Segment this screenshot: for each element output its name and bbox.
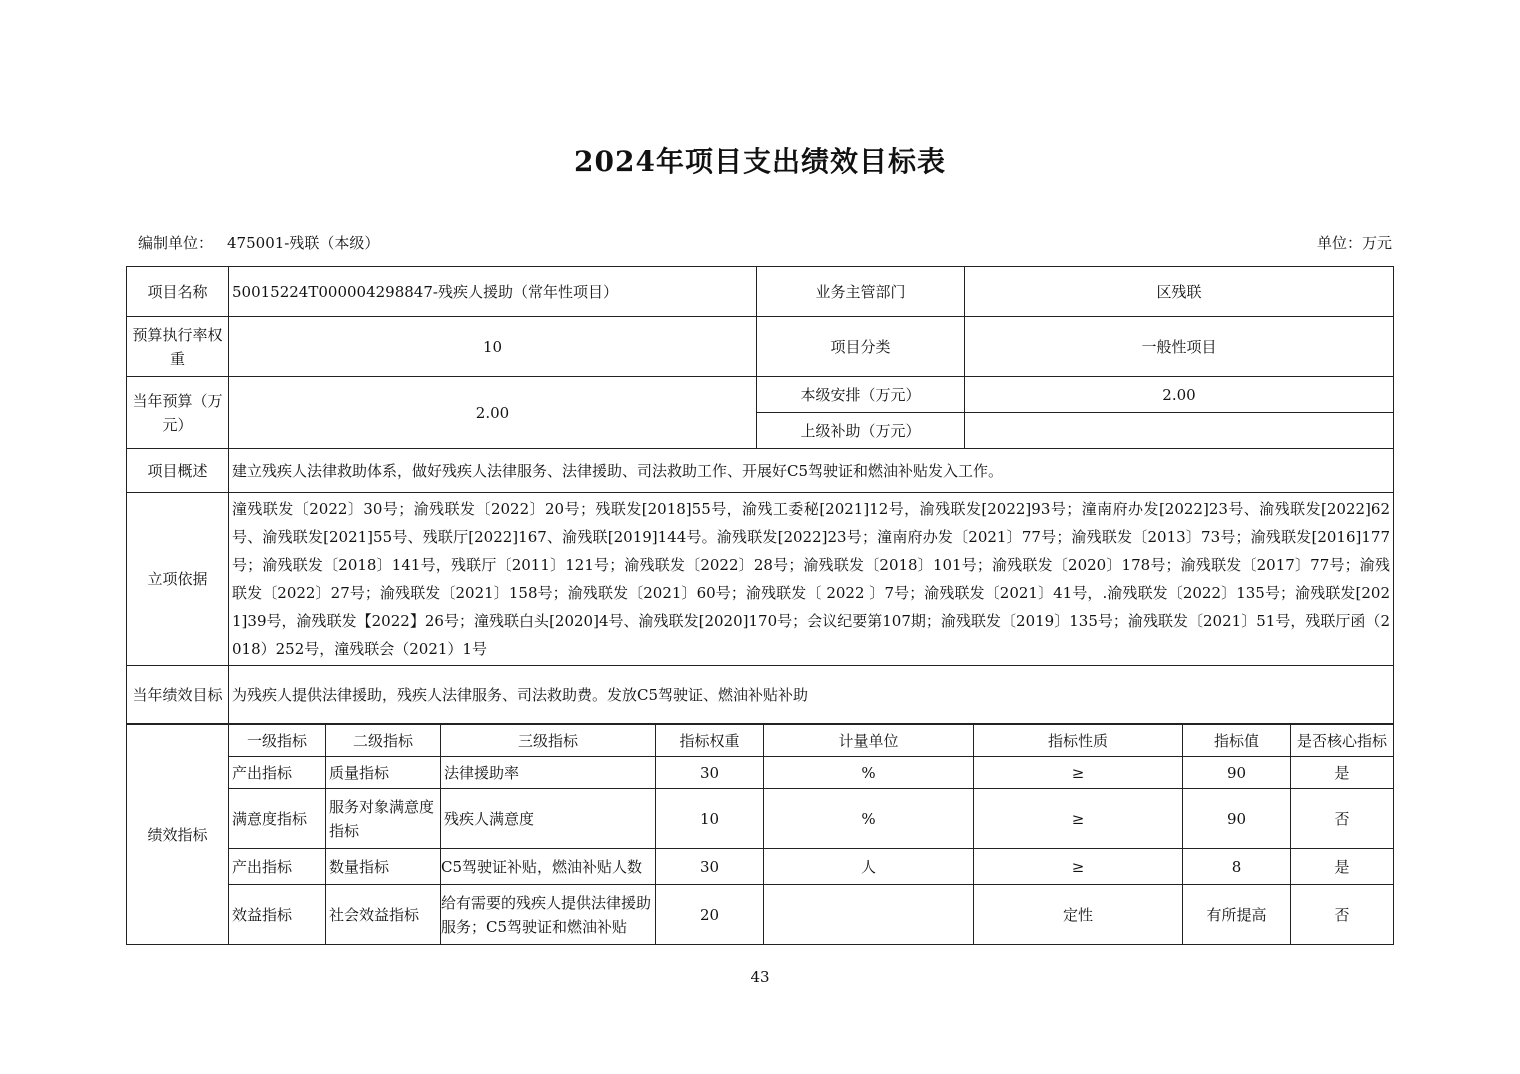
- row1-level3: 法律援助率: [441, 757, 656, 789]
- project-name-label: 项目名称: [127, 267, 229, 317]
- row3-nature: ≥: [974, 849, 1183, 885]
- row3-unit: 人: [764, 849, 974, 885]
- header-value: 指标值: [1183, 725, 1291, 757]
- execution-weight-label: 预算执行率权重: [127, 317, 229, 377]
- row4-level2: 社会效益指标: [326, 885, 441, 945]
- row3-value: 8: [1183, 849, 1291, 885]
- row2-level3: 残疾人满意度: [441, 789, 656, 849]
- annual-goal-value: 为残疾人提供法律援助，残疾人法律服务、司法救助费。发放C5驾驶证、燃油补贴补助: [229, 666, 1394, 724]
- project-category-label: 项目分类: [757, 317, 965, 377]
- project-name-value: 50015224T000004298847-残疾人援助（常年性项目）: [229, 267, 757, 317]
- table-row: [127, 789, 1394, 849]
- row4-unit: [764, 885, 974, 945]
- row1-weight: 30: [656, 757, 764, 789]
- page-title: 2024年项目支出绩效目标表: [574, 145, 946, 178]
- annual-goal-label: 当年绩效目标: [127, 666, 229, 724]
- compiling-unit-value: 475001-残联（本级）: [227, 234, 380, 252]
- header-level1: 一级指标: [229, 725, 326, 757]
- basis-value: 潼残联发〔2022〕30号；渝残联发〔2022〕20号；残联发[2018]55号，渝残工委秘[2021]12号，渝残联发[2022]93号；潼南府办发[2022]23号、渝残联发[2022]62号、渝残联发[2021]55号、残联厅[2022]167、渝残联[2019]144号。渝残联发[2022]23号；潼南府办发〔2021〕77号；渝残联发〔2013〕73号；渝残联发[2016]177号；渝残联发〔2018〕141号，残联厅〔2011〕121号；渝残联发〔2022〕28号；渝残联发〔2018〕101号；渝残联发〔2020〕178号；渝残联发〔2017〕77号；渝残联发〔2022〕27号；渝残联发〔2021〕158号；渝残联发〔2021〕60号；渝残联发〔 2022 〕7号；渝残联发〔2021〕41号，.渝残联发〔2022〕135号；渝残联发[2021]39号，渝残联发【2022】26号；潼残联白头[2020]4号、渝残联发[2020]170号；会议纪要第107期；渝残联发〔2019〕135号；渝残联发〔2021〕51号，残联厅函（2018）252号，潼残联会（2021）1号: [229, 493, 1394, 666]
- local-allocation-value: 2.00: [965, 377, 1394, 413]
- row2-value: 90: [1183, 789, 1291, 849]
- row4-level1: 效益指标: [229, 885, 326, 945]
- table-row: [127, 849, 1394, 885]
- header-nature: 指标性质: [974, 725, 1183, 757]
- compiling-unit-label: 编制单位：: [138, 234, 214, 252]
- row3-core: 是: [1291, 849, 1394, 885]
- row3-level1: 产出指标: [229, 849, 326, 885]
- row1-level1: 产出指标: [229, 757, 326, 789]
- row2-unit: %: [764, 789, 974, 849]
- overview-value: 建立残疾人法律救助体系，做好残疾人法律服务、法律援助、司法救助工作、开展好C5驾驶证和燃油补贴发入工作。: [229, 449, 1394, 493]
- basis-label: 立项依据: [127, 493, 229, 666]
- upper-subsidy-value: [965, 413, 1394, 449]
- page-number: 43: [750, 968, 770, 986]
- header-level3: 三级指标: [441, 725, 656, 757]
- row4-core: 否: [1291, 885, 1394, 945]
- header-core: 是否核心指标: [1291, 725, 1394, 757]
- department-label: 业务主管部门: [757, 267, 965, 317]
- currency-unit: 单位：万元: [1316, 234, 1392, 252]
- row3-weight: 30: [656, 849, 764, 885]
- local-allocation-label: 本级安排（万元）: [757, 377, 965, 413]
- row1-unit: %: [764, 757, 974, 789]
- row2-weight: 10: [656, 789, 764, 849]
- row4-value: 有所提高: [1183, 885, 1291, 945]
- execution-weight-value: 10: [229, 317, 757, 377]
- header-unit: 计量单位: [764, 725, 974, 757]
- row1-nature: ≥: [974, 757, 1183, 789]
- row4-weight: 20: [656, 885, 764, 945]
- row2-core: 否: [1291, 789, 1394, 849]
- header-weight: 指标权重: [656, 725, 764, 757]
- project-info-table: [126, 266, 1394, 724]
- annual-budget-label: 当年预算（万元）: [127, 377, 229, 449]
- row1-core: 是: [1291, 757, 1394, 789]
- row3-level2: 数量指标: [326, 849, 441, 885]
- row2-level2: 服务对象满意度指标: [326, 789, 441, 849]
- row3-level3: C5驾驶证补贴，燃油补贴人数: [441, 849, 656, 885]
- upper-subsidy-label: 上级补助（万元）: [757, 413, 965, 449]
- performance-indicator-table: [126, 724, 1394, 945]
- overview-label: 项目概述: [127, 449, 229, 493]
- table-row: [127, 885, 1394, 945]
- annual-budget-value: 2.00: [229, 377, 757, 449]
- row4-nature: 定性: [974, 885, 1183, 945]
- header-level2: 二级指标: [326, 725, 441, 757]
- row2-level1: 满意度指标: [229, 789, 326, 849]
- row1-level2: 质量指标: [326, 757, 441, 789]
- project-category-value: 一般性项目: [965, 317, 1394, 377]
- row1-value: 90: [1183, 757, 1291, 789]
- row2-nature: ≥: [974, 789, 1183, 849]
- row4-level3: 给有需要的残疾人提供法律援助服务；C5驾驶证和燃油补贴: [441, 885, 656, 945]
- table-row: [127, 757, 1394, 789]
- compiling-unit: [138, 232, 379, 253]
- department-value: 区残联: [965, 267, 1394, 317]
- indicator-section-label: 绩效指标: [127, 725, 229, 945]
